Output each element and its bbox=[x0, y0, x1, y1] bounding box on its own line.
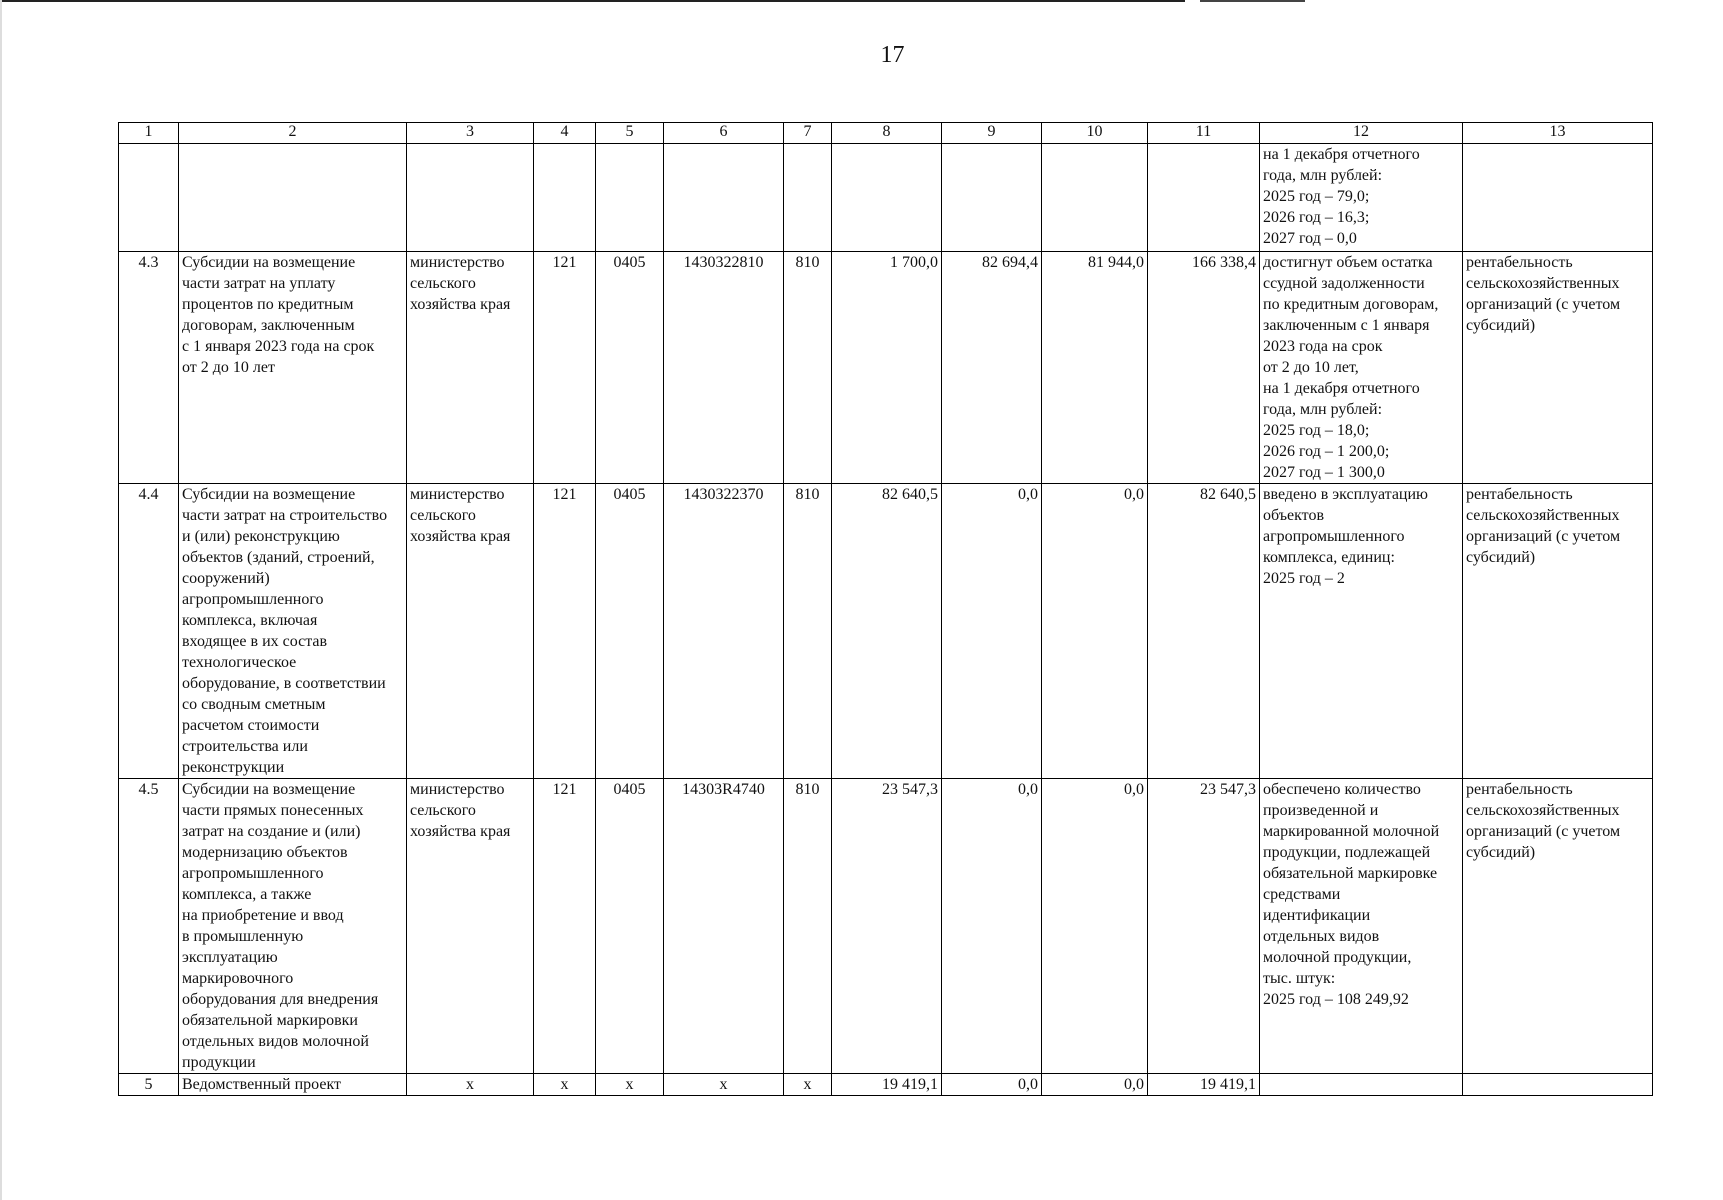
activity-name bbox=[179, 252, 407, 484]
activity-name bbox=[179, 1074, 407, 1096]
amount-col-9: 0,0 bbox=[942, 779, 1042, 1074]
cell-text-line: обеспечено количество bbox=[1263, 781, 1421, 798]
cell-text-line: министерство bbox=[410, 781, 505, 798]
budget-code-rzpr: 0405 bbox=[596, 252, 664, 484]
cell-text-line: рентабельность bbox=[1466, 254, 1573, 271]
cell-text-line: продукции, подлежащей bbox=[1263, 844, 1431, 861]
responsible-executor bbox=[407, 252, 534, 484]
amount-col-9: 0,0 bbox=[942, 1074, 1042, 1096]
cell-text-line: части затрат на уплату bbox=[182, 275, 336, 292]
cell-text-line: агропромышленного bbox=[1263, 528, 1405, 545]
cell-text-line: продукции bbox=[182, 1054, 256, 1071]
cell-text-line: произведенной и bbox=[1263, 802, 1379, 819]
amount-col-9 bbox=[942, 144, 1042, 252]
cell-text-line: обязательной маркировки bbox=[182, 1012, 358, 1029]
row-number: 5 bbox=[119, 1074, 179, 1096]
cell-text-line: рентабельность bbox=[1466, 486, 1573, 503]
amount-col-8: 23 547,3 bbox=[832, 779, 942, 1074]
expected-result bbox=[1260, 779, 1463, 1074]
cell-text-line: тыс. штук: bbox=[1263, 970, 1336, 987]
cell-text-line: рентабельность bbox=[1466, 781, 1573, 798]
cell-text-line: отдельных видов bbox=[1263, 928, 1380, 945]
cell-text-line: комплекса, включая bbox=[182, 612, 318, 629]
cell-text-line: 2027 год – 1 300,0 bbox=[1263, 464, 1385, 481]
column-header: 10 bbox=[1042, 123, 1148, 144]
budget-code-csr: x bbox=[664, 1074, 784, 1096]
target-indicator bbox=[1463, 252, 1653, 484]
cell-text-line: года, млн рублей: bbox=[1263, 401, 1383, 418]
table-row bbox=[119, 779, 1653, 1074]
row-number: 4.5 bbox=[119, 779, 179, 1074]
column-header: 5 bbox=[596, 123, 664, 144]
cell-text-line: от 2 до 10 лет, bbox=[1263, 359, 1359, 376]
amount-col-10: 81 944,0 bbox=[1042, 252, 1148, 484]
responsible-executor bbox=[407, 1074, 534, 1096]
budget-code-vr: 810 bbox=[784, 484, 832, 779]
amount-col-10: 0,0 bbox=[1042, 1074, 1148, 1096]
amount-col-11: 19 419,1 bbox=[1148, 1074, 1260, 1096]
amount-col-10: 0,0 bbox=[1042, 484, 1148, 779]
expected-result bbox=[1260, 144, 1463, 252]
cell-text-line: министерство bbox=[410, 486, 505, 503]
target-indicator bbox=[1463, 779, 1653, 1074]
column-header: 4 bbox=[534, 123, 596, 144]
column-header: 2 bbox=[179, 123, 407, 144]
responsible-executor bbox=[407, 779, 534, 1074]
cell-text-line: достигнут объем остатка bbox=[1263, 254, 1433, 271]
row-number: 4.3 bbox=[119, 252, 179, 484]
budget-table bbox=[118, 122, 1653, 1096]
activity-name bbox=[179, 779, 407, 1074]
cell-text-line: от 2 до 10 лет bbox=[182, 359, 275, 376]
budget-code-csr: 1430322810 bbox=[664, 252, 784, 484]
table-row bbox=[119, 252, 1653, 484]
cell-text-line: сельского bbox=[410, 802, 476, 819]
responsible-executor bbox=[407, 484, 534, 779]
cell-text-line: 2027 год – 0,0 bbox=[1263, 230, 1357, 247]
table-row bbox=[119, 484, 1653, 779]
column-header: 9 bbox=[942, 123, 1042, 144]
cell-text-line: с 1 января 2023 года на срок bbox=[182, 338, 375, 355]
scan-border-top-right bbox=[1200, 0, 1305, 2]
cell-text-line: хозяйства края bbox=[410, 296, 511, 313]
cell-text-line: строительства или bbox=[182, 738, 308, 755]
cell-text-line: сельскохозяйственных bbox=[1466, 802, 1620, 819]
cell-text-line: части затрат на строительство bbox=[182, 507, 388, 524]
table-row bbox=[119, 144, 1653, 252]
cell-text-line: объектов (зданий, строений, bbox=[182, 549, 375, 566]
cell-text-line: оборудования для внедрения bbox=[182, 991, 379, 1008]
cell-text-line: сооружений) bbox=[182, 570, 270, 587]
amount-col-10 bbox=[1042, 144, 1148, 252]
cell-text-line: идентификации bbox=[1263, 907, 1371, 924]
budget-code-rzpr: x bbox=[596, 1074, 664, 1096]
scan-border-top bbox=[0, 0, 1185, 2]
activity-name bbox=[179, 144, 407, 252]
cell-text-line: договорам, заключенным bbox=[182, 317, 355, 334]
cell-text-line: на 1 декабря отчетного bbox=[1263, 380, 1420, 397]
row-number: 4.4 bbox=[119, 484, 179, 779]
cell-text-line: хозяйства края bbox=[410, 823, 511, 840]
cell-text-line: организаций (с учетом bbox=[1466, 823, 1621, 840]
cell-text-line: сельского bbox=[410, 275, 476, 292]
column-header: 3 bbox=[407, 123, 534, 144]
cell-text-line: хозяйства края bbox=[410, 528, 511, 545]
cell-text-line: маркированной молочной bbox=[1263, 823, 1440, 840]
column-header: 6 bbox=[664, 123, 784, 144]
cell-text-line: министерство bbox=[410, 254, 505, 271]
cell-text-line: на приобретение и ввод bbox=[182, 907, 344, 924]
cell-text-line: на 1 декабря отчетного bbox=[1263, 146, 1420, 163]
target-indicator bbox=[1463, 1074, 1653, 1096]
cell-text-line: в промышленную bbox=[182, 928, 304, 945]
column-header: 1 bbox=[119, 123, 179, 144]
row-number bbox=[119, 144, 179, 252]
cell-text-line: года, млн рублей: bbox=[1263, 167, 1383, 184]
budget-code-rzpr: 0405 bbox=[596, 484, 664, 779]
cell-text-line: Ведомственный проект bbox=[182, 1076, 342, 1093]
cell-text-line: и (или) реконструкцию bbox=[182, 528, 340, 545]
budget-code-vr bbox=[784, 144, 832, 252]
cell-text-line: по кредитным договорам, bbox=[1263, 296, 1439, 313]
budget-code-grbs bbox=[534, 144, 596, 252]
budget-code-grbs: 121 bbox=[534, 252, 596, 484]
budget-code-rzpr: 0405 bbox=[596, 779, 664, 1074]
column-header-row bbox=[119, 123, 1653, 144]
cell-text-line: сельскохозяйственных bbox=[1466, 507, 1620, 524]
cell-text-line: субсидий) bbox=[1466, 844, 1536, 861]
cell-text-line: расчетом стоимости bbox=[182, 717, 320, 734]
cell-text-line: средствами bbox=[1263, 886, 1341, 903]
cell-text-line: сельскохозяйственных bbox=[1466, 275, 1620, 292]
cell-text-line: агропромышленного bbox=[182, 591, 324, 608]
budget-code-grbs: 121 bbox=[534, 484, 596, 779]
cell-text-line: ссудной задолженности bbox=[1263, 275, 1425, 292]
budget-code-csr: 1430322370 bbox=[664, 484, 784, 779]
cell-text-line: 2025 год – 79,0; bbox=[1263, 188, 1370, 205]
cell-text-line: процентов по кредитным bbox=[182, 296, 354, 313]
cell-text-line: агропромышленного bbox=[182, 865, 324, 882]
amount-col-11 bbox=[1148, 144, 1260, 252]
scan-border-left bbox=[0, 0, 2, 1200]
expected-result bbox=[1260, 484, 1463, 779]
cell-text-line: сельского bbox=[410, 507, 476, 524]
cell-text-line: затрат на создание и (или) bbox=[182, 823, 361, 840]
budget-code-rzpr bbox=[596, 144, 664, 252]
column-header: 7 bbox=[784, 123, 832, 144]
cell-text-line: молочной продукции, bbox=[1263, 949, 1412, 966]
amount-col-8: 1 700,0 bbox=[832, 252, 942, 484]
cell-text-line: объектов bbox=[1263, 507, 1325, 524]
cell-text-line: оборудование, в соответствии bbox=[182, 675, 386, 692]
cell-text-line: комплекса, единиц: bbox=[1263, 549, 1395, 566]
cell-text-line: заключенным с 1 января bbox=[1263, 317, 1430, 334]
expected-result bbox=[1260, 1074, 1463, 1096]
budget-code-grbs: x bbox=[534, 1074, 596, 1096]
cell-text-line: организаций (с учетом bbox=[1466, 528, 1621, 545]
cell-text-line: 2025 год – 18,0; bbox=[1263, 422, 1370, 439]
column-header: 11 bbox=[1148, 123, 1260, 144]
amount-col-11: 82 640,5 bbox=[1148, 484, 1260, 779]
cell-text-line: Субсидии на возмещение bbox=[182, 781, 356, 798]
budget-code-csr: 14303R4740 bbox=[664, 779, 784, 1074]
cell-text-line: Субсидии на возмещение bbox=[182, 486, 356, 503]
table-row bbox=[119, 1074, 1653, 1096]
cell-text-line: организаций (с учетом bbox=[1466, 296, 1621, 313]
cell-text-line: реконструкции bbox=[182, 759, 285, 776]
cell-text-line: комплекса, а также bbox=[182, 886, 312, 903]
amount-col-9: 82 694,4 bbox=[942, 252, 1042, 484]
column-header: 12 bbox=[1260, 123, 1463, 144]
budget-code-vr: 810 bbox=[784, 779, 832, 1074]
cell-text-line: эксплуатацию bbox=[182, 949, 278, 966]
budget-code-vr: x bbox=[784, 1074, 832, 1096]
amount-col-8 bbox=[832, 144, 942, 252]
amount-col-11: 166 338,4 bbox=[1148, 252, 1260, 484]
activity-name bbox=[179, 484, 407, 779]
target-indicator bbox=[1463, 144, 1653, 252]
cell-text-line: 2025 год – 2 bbox=[1263, 570, 1345, 587]
cell-text-line: 2026 год – 16,3; bbox=[1263, 209, 1370, 226]
cell-text-line: 2023 года на срок bbox=[1263, 338, 1383, 355]
budget-code-grbs: 121 bbox=[534, 779, 596, 1074]
cell-text-line: со сводным сметным bbox=[182, 696, 326, 713]
cell-text-line: входящее в их состав bbox=[182, 633, 328, 650]
cell-text-line: маркировочного bbox=[182, 970, 294, 987]
expected-result bbox=[1260, 252, 1463, 484]
cell-text-line: части прямых понесенных bbox=[182, 802, 364, 819]
budget-code-csr bbox=[664, 144, 784, 252]
column-header: 8 bbox=[832, 123, 942, 144]
amount-col-8: 19 419,1 bbox=[832, 1074, 942, 1096]
amount-col-10: 0,0 bbox=[1042, 779, 1148, 1074]
cell-text-line: обязательной маркировке bbox=[1263, 865, 1438, 882]
cell-text-line: 2025 год – 108 249,92 bbox=[1263, 991, 1409, 1008]
cell-text-line: Субсидии на возмещение bbox=[182, 254, 356, 271]
responsible-executor bbox=[407, 144, 534, 252]
cell-text-line: модернизацию объектов bbox=[182, 844, 348, 861]
cell-text-line: технологическое bbox=[182, 654, 297, 671]
amount-col-8: 82 640,5 bbox=[832, 484, 942, 779]
cell-text-line: x bbox=[466, 1076, 474, 1093]
cell-text-line: 2026 год – 1 200,0; bbox=[1263, 443, 1390, 460]
amount-col-9: 0,0 bbox=[942, 484, 1042, 779]
column-header: 13 bbox=[1463, 123, 1653, 144]
target-indicator bbox=[1463, 484, 1653, 779]
cell-text-line: введено в эксплуатацию bbox=[1263, 486, 1428, 503]
page-number: 17 bbox=[880, 42, 905, 68]
budget-code-vr: 810 bbox=[784, 252, 832, 484]
cell-text-line: субсидий) bbox=[1466, 549, 1536, 566]
cell-text-line: отдельных видов молочной bbox=[182, 1033, 369, 1050]
amount-col-11: 23 547,3 bbox=[1148, 779, 1260, 1074]
cell-text-line: субсидий) bbox=[1466, 317, 1536, 334]
